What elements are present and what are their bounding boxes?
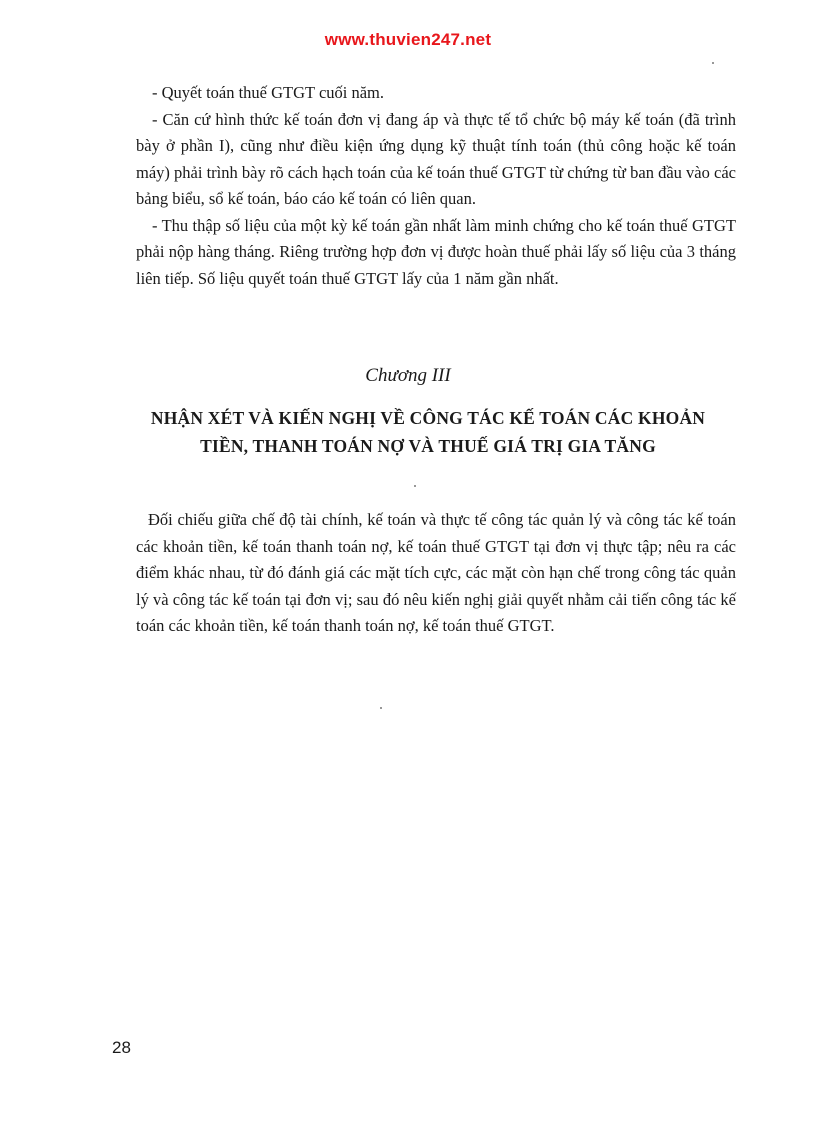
paragraph-comparison-recommendation: Đối chiếu giữa chế độ tài chính, kế toán và thực tế công tác quản lý và công tác kế toán các khoản tiền, kế toán thanh toán nợ, kế toán thuế GTGT tại đơn vị thực tập; nêu ra các điểm khác nhau, từ đó đánh giá các mặt tích cực, các mặt còn hạn chế trong công tác quản lý và công tác kế toán tại đơn vị; sau đó nêu kiến nghị giải quyết nhằm cải tiến công tác kế toán các khoản tiền, kế toán thanh toán nợ, kế toán thuế GTGT. [136, 510, 736, 635]
scan-speck [380, 707, 382, 709]
vat-accounting-instructions [136, 80, 736, 292]
chapter-body [136, 507, 736, 640]
chapter-title-line-1: NHẬN XÉT VÀ KIẾN NGHỊ VỀ CÔNG TÁC KẾ TOÁN CÁC KHOẢN [150, 408, 706, 428]
page-number: 28 [112, 1038, 131, 1057]
chapter-label: Chương III [365, 365, 451, 386]
website-watermark: www.thuvien247.net [324, 30, 492, 49]
chapter-title-line-2: TIỀN, THANH TOÁN NỢ VÀ THUẾ GIÁ TRỊ GIA TĂNG [200, 436, 656, 456]
paragraph-annual-vat-settlement: - Quyết toán thuế GTGT cuối năm. [152, 83, 385, 102]
chapter-title [100, 404, 756, 460]
scan-speck [414, 485, 416, 487]
paragraph-data-collection: - Thu thập số liệu của một kỳ kế toán gần nhất làm minh chứng cho kế toán thuế GTGT phải nộp hàng tháng. Riêng trường hợp đơn vị được hoàn thuế phải lấy số liệu của 3 tháng liên tiếp. Số liệu quyết toán thuế GTGT lấy của 1 năm gần nhất. [136, 215, 736, 288]
scan-speck [712, 62, 714, 64]
paragraph-accounting-form: - Căn cứ hình thức kế toán đơn vị đang áp và thực tế tổ chức bộ máy kế toán (đã trình bày ở phần I), cũng như điều kiện ứng dụng kỹ thuật tính toán (thủ công hoặc kế toán máy) phải trình bày rõ cách hạch toán của kế toán thuế GTGT từ chứng từ ban đầu vào các bảng biểu, sổ kế toán, báo cáo kế toán có liên quan. [136, 109, 736, 208]
